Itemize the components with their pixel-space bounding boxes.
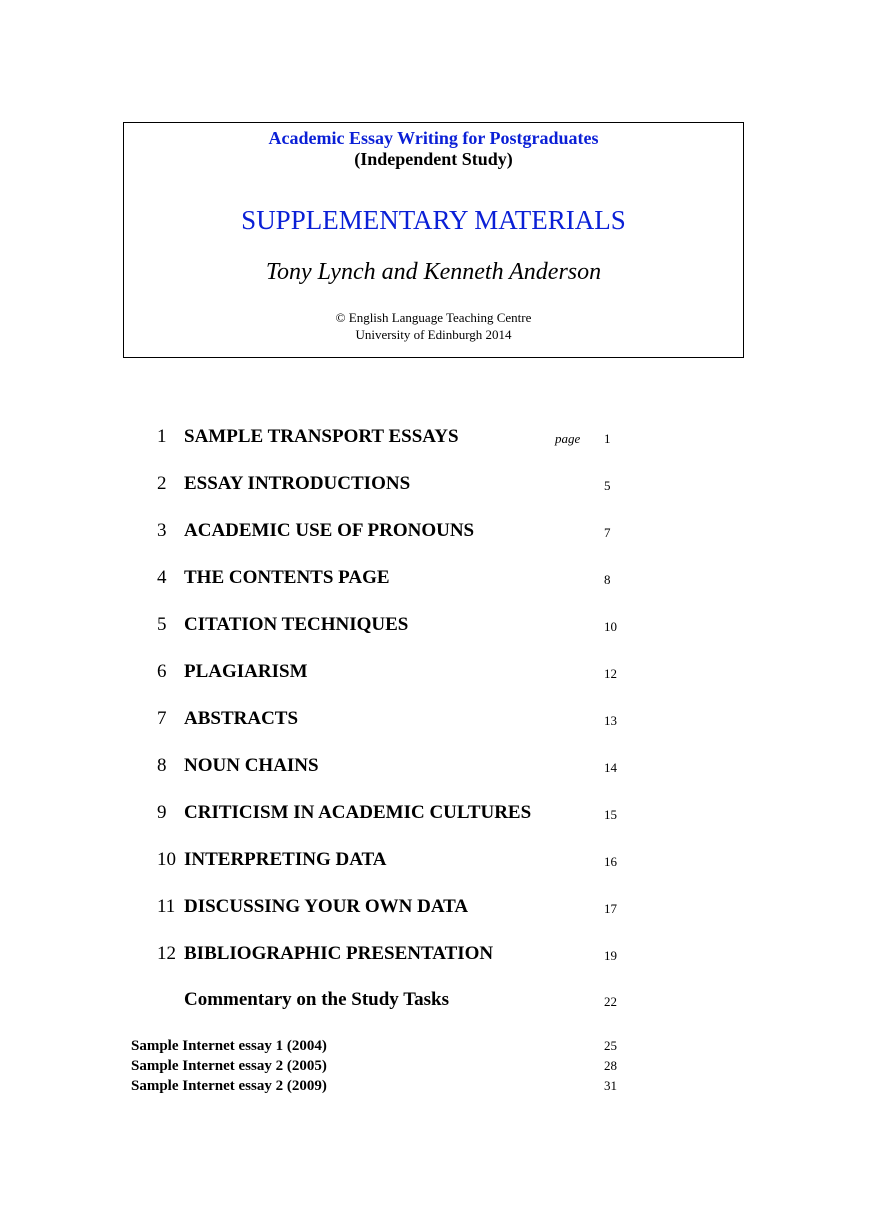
course-subtitle: (Independent Study)	[354, 149, 513, 169]
toc-title: DISCUSSING YOUR OWN DATA	[184, 896, 469, 917]
toc-number: 4	[157, 567, 167, 588]
toc-item	[0, 754, 869, 778]
toc-page-number: 5	[604, 478, 611, 493]
toc-number: 3	[157, 520, 167, 541]
toc-page-number: 19	[604, 948, 617, 963]
toc-title: PLAGIARISM	[184, 661, 308, 682]
toc-page-number: 17	[604, 901, 617, 916]
sample-essay-page: 31	[604, 1078, 617, 1093]
toc-item	[0, 988, 869, 1012]
toc-item	[0, 566, 869, 590]
toc-item	[0, 519, 869, 543]
list-item	[0, 1056, 869, 1076]
toc-item	[0, 707, 869, 731]
copyright-line-1: © English Language Teaching Centre	[335, 310, 532, 325]
toc-number: 7	[157, 708, 167, 729]
toc-page-number: 10	[604, 619, 617, 634]
toc-item	[0, 425, 869, 449]
sample-essay-title: Sample Internet essay 1 (2004)	[131, 1038, 327, 1054]
toc-item	[0, 942, 869, 966]
title-box	[123, 122, 744, 358]
toc-title: SAMPLE TRANSPORT ESSAYS	[184, 426, 459, 447]
toc-item	[0, 801, 869, 825]
list-item	[0, 1036, 869, 1056]
toc-title: NOUN CHAINS	[184, 755, 319, 776]
toc-title: THE CONTENTS PAGE	[184, 567, 390, 588]
toc-number: 9	[157, 802, 167, 823]
sample-essay-page: 25	[604, 1038, 617, 1053]
toc-page-number: 12	[604, 666, 617, 681]
sample-essay-title: Sample Internet essay 2 (2009)	[131, 1078, 327, 1094]
copyright-line-2: University of Edinburgh 2014	[355, 327, 512, 342]
toc-title: ESSAY INTRODUCTIONS	[184, 473, 411, 494]
toc-item	[0, 472, 869, 496]
toc-number: 10	[157, 849, 176, 870]
toc-page-number: 8	[604, 572, 611, 587]
sample-essay-page: 28	[604, 1058, 617, 1073]
toc-number: 11	[157, 896, 176, 917]
course-title: Academic Essay Writing for Postgraduates	[268, 128, 599, 148]
toc-number: 8	[157, 755, 167, 776]
copyright	[124, 309, 743, 343]
toc-item	[0, 848, 869, 872]
toc-number: 1	[157, 426, 167, 447]
sample-essay-title: Sample Internet essay 2 (2005)	[131, 1058, 327, 1074]
toc-page-number: 15	[604, 807, 617, 822]
page-label: page	[555, 431, 581, 446]
toc-number: 6	[157, 661, 167, 682]
toc-title: CITATION TECHNIQUES	[184, 614, 409, 635]
authors: Tony Lynch and Kenneth Anderson	[265, 259, 602, 285]
toc-number: 5	[157, 614, 167, 635]
toc-page-number: 1	[604, 431, 611, 446]
toc-item	[0, 613, 869, 637]
toc-page-number: 16	[604, 854, 617, 869]
toc-number: 2	[157, 473, 167, 494]
main-heading: SUPPLEMENTARY MATERIALS	[241, 205, 626, 235]
toc-page-number: 22	[604, 994, 617, 1009]
toc-title: Commentary on the Study Tasks	[184, 989, 449, 1010]
toc-page-number: 14	[604, 760, 617, 775]
toc-item	[0, 660, 869, 684]
toc-page-number: 13	[604, 713, 617, 728]
toc-item	[0, 895, 869, 919]
toc-title: CRITICISM IN ACADEMIC CULTURES	[184, 802, 532, 823]
toc-page-number: 7	[604, 525, 611, 540]
toc-title: ACADEMIC USE OF PRONOUNS	[184, 520, 475, 541]
toc-title: INTERPRETING DATA	[184, 849, 387, 870]
list-item	[0, 1076, 869, 1096]
toc-number: 12	[157, 943, 176, 964]
toc-title: BIBLIOGRAPHIC PRESENTATION	[184, 943, 494, 964]
toc-title: ABSTRACTS	[184, 708, 299, 729]
